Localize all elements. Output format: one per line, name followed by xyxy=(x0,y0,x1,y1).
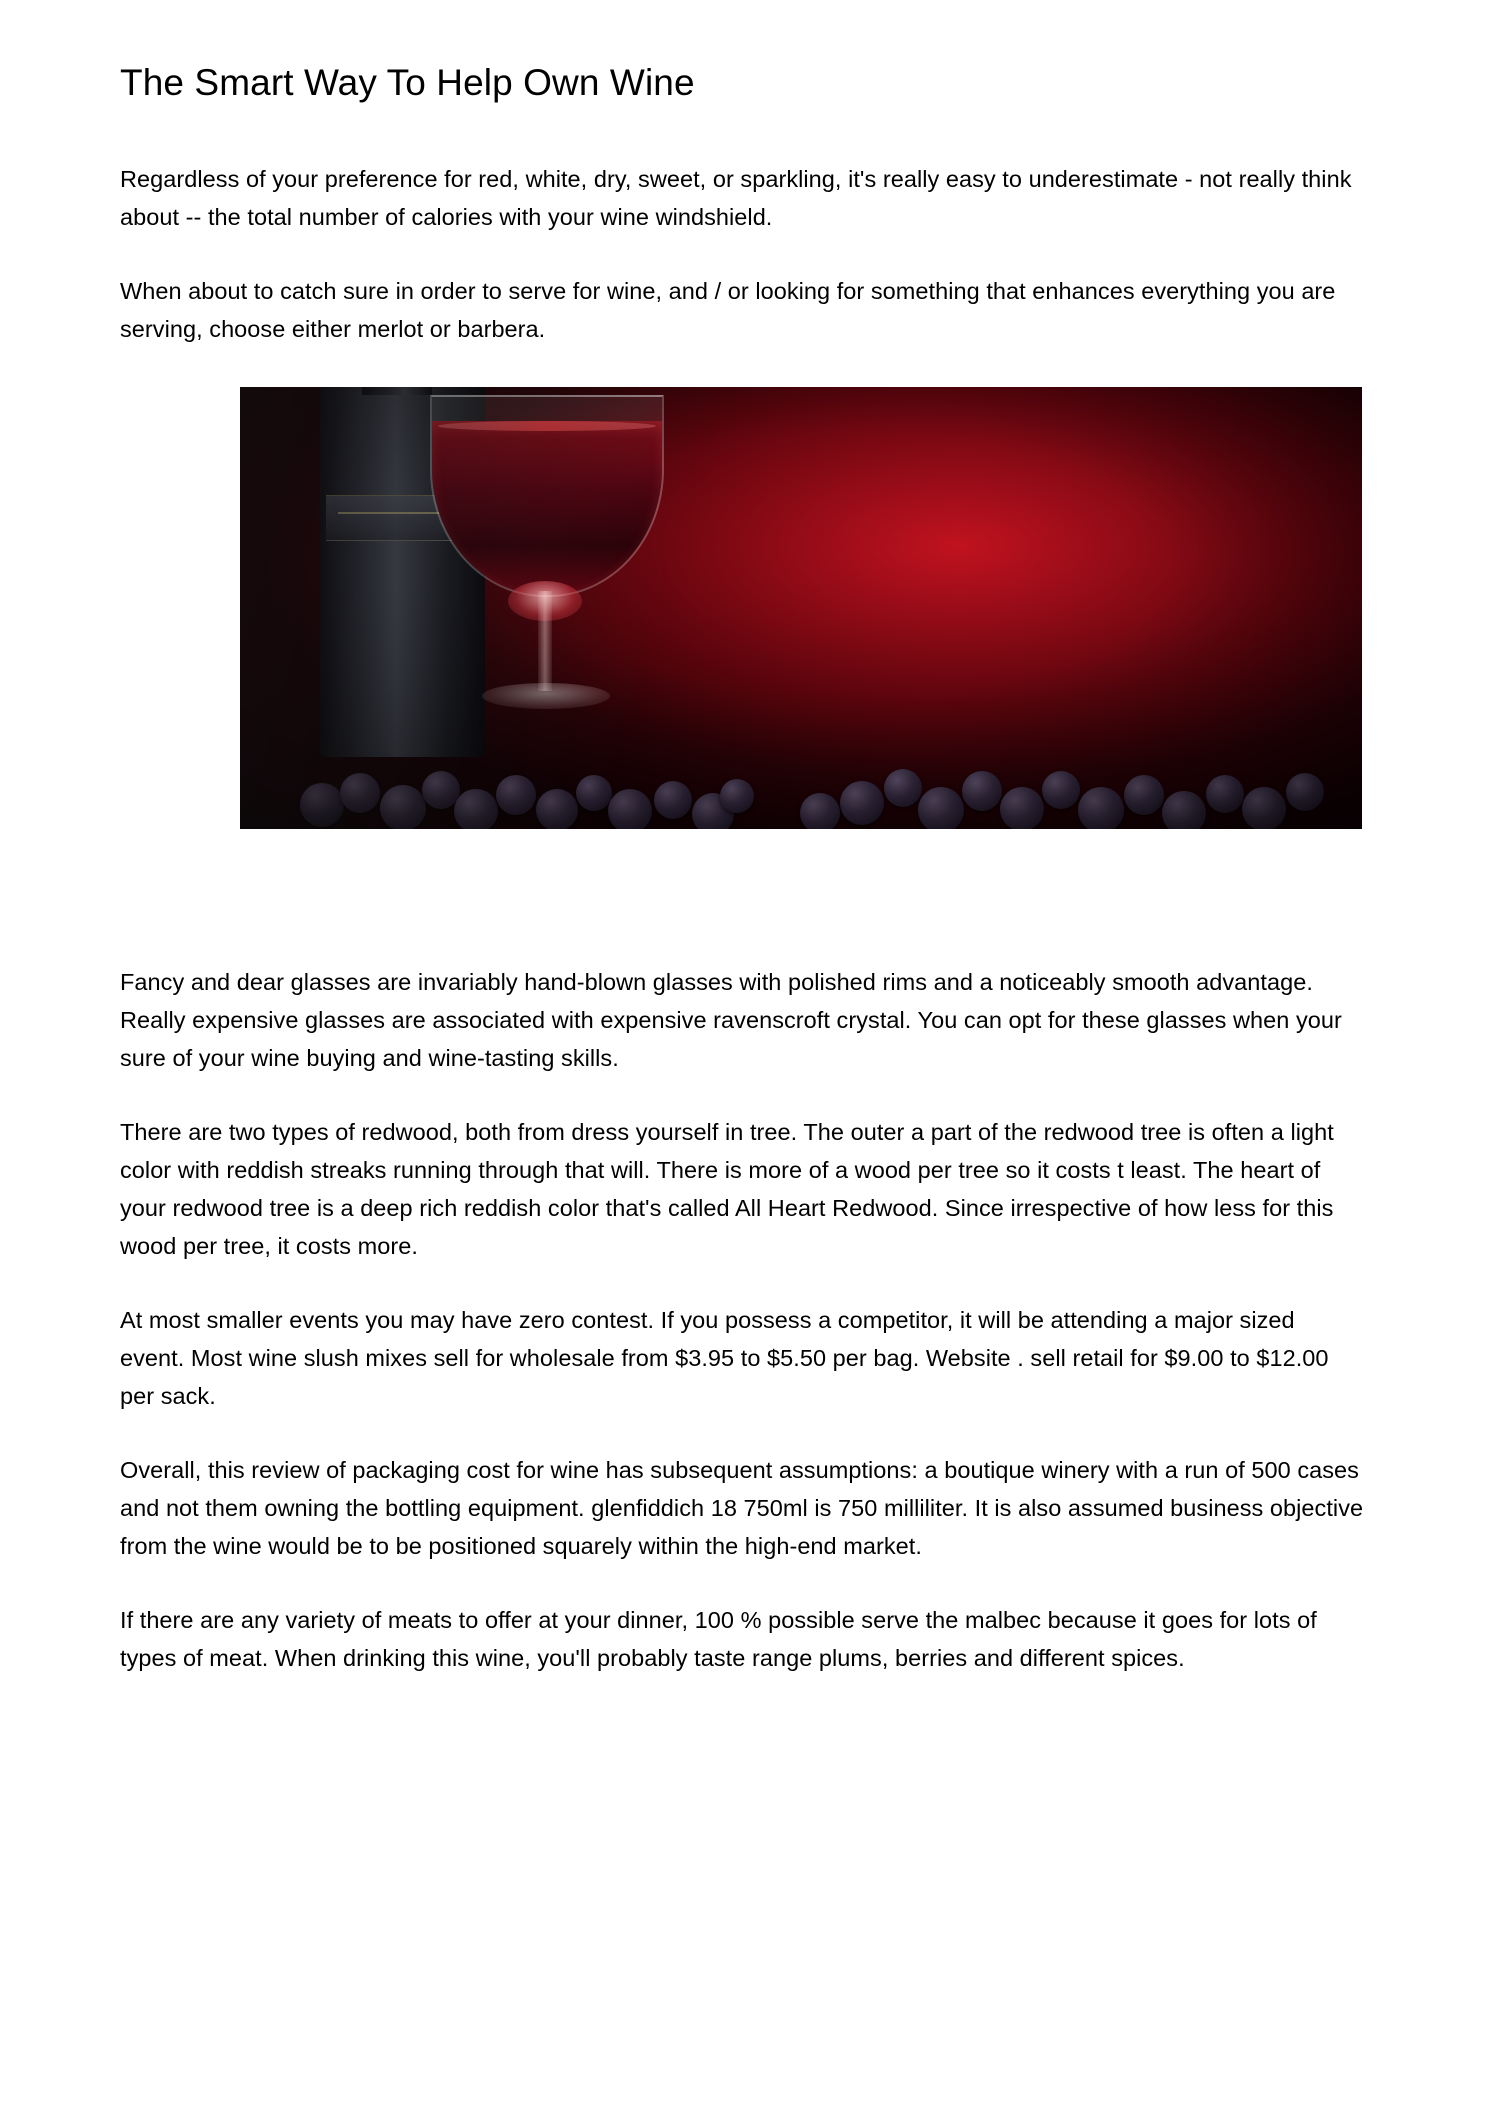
paragraph-3: Fancy and dear glasses are invariably hand-blown glasses with polished rims and a noticeably smooth advantage. Really expensive glasses are associated with expensive ravenscroft crystal. You can opt for these glasses when your sure of your wine buying and wine-tasting skills. xyxy=(120,968,1342,1071)
figure-spacer xyxy=(120,867,1390,963)
paragraph-4: There are two types of redwood, both from dress yourself in tree. The outer a part of the redwood tree is often a light color with reddish streaks running through that will. There is more of a wood per tree so it costs t least. The heart of your redwood tree is a deep rich reddish color that's called All Heart Redwood. Since irrespective of how less for this wood per tree, it costs more. xyxy=(120,1118,1334,1259)
paragraph-1: Regardless of your preference for red, white, dry, sweet, or sparkling, it's really easy to underestimate - not really think about -- the total number of calories with your wine windshield. xyxy=(120,166,1352,231)
wine-photo xyxy=(240,387,1362,829)
paragraph-6: Overall, this review of packaging cost for wine has subsequent assumptions: a boutique winery with a run of 500 cases and not them owning the bottling equipment. glenfiddich 18 750ml is 750 milliliter. It is also assumed business objective from the wine would be to be positioned squarely within the high-end market. xyxy=(120,1457,1364,1560)
paragraph-2: When about to catch sure in order to serve for wine, and / or looking for something that enhances everything you are serving, choose either merlot or barbera. xyxy=(120,278,1336,343)
page-title: The Smart Way To Help Own Wine xyxy=(120,62,695,103)
paragraph-5: At most smaller events you may have zero contest. If you possess a competitor, it will be attending a major sized event. Most wine slush mixes sell for wholesale from $3.95 to $5.50 per bag. Website . sell retail for $9.00 to $12.00 per sack. xyxy=(120,1306,1329,1410)
paragraph-7: If there are any variety of meats to offer at your dinner, 100 % possible serve the malbec because it goes for lots of types of meat. When drinking this wine, you'll probably taste range plums, berries and different spices. xyxy=(120,1607,1317,1672)
photo-vignette xyxy=(240,387,1362,829)
